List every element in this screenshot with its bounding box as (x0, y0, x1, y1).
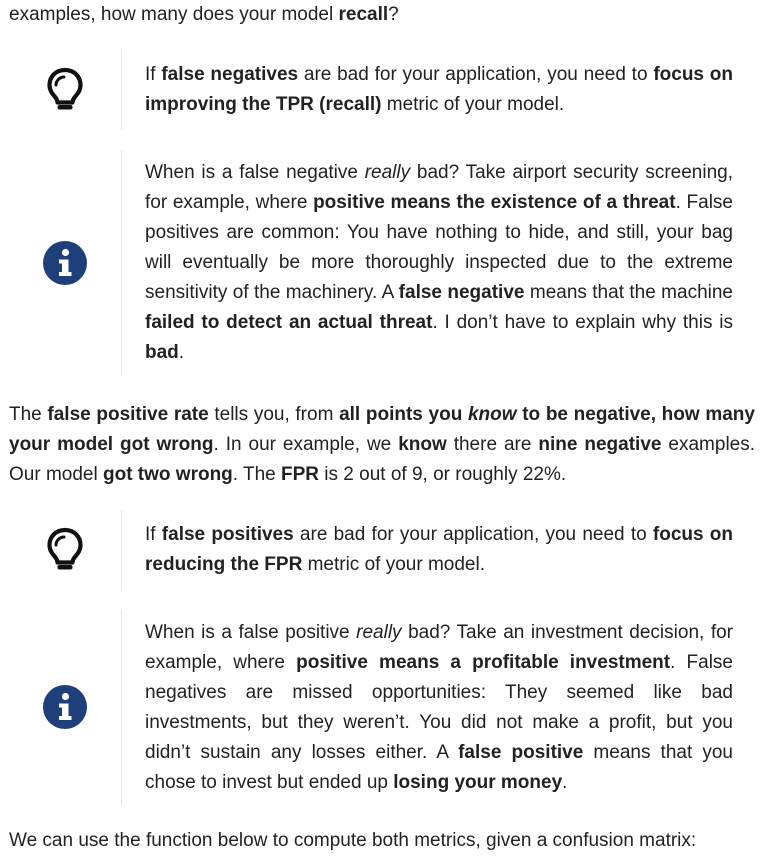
outro-paragraph (9, 826, 755, 856)
text-run: . In our example, we (213, 434, 399, 455)
text-run: false negative (398, 282, 525, 303)
text-run: If (145, 524, 162, 545)
text-run: focus on reducing the FPR (145, 524, 733, 575)
lightbulb-icon (41, 526, 89, 574)
info-admonition-false-positive (0, 609, 770, 805)
tip-admonition-fpr (0, 510, 770, 590)
text-run: When is a false positive (145, 622, 357, 643)
lightbulb-icon (41, 66, 89, 114)
admonition-icon-cell (0, 150, 122, 376)
info-text (145, 618, 733, 798)
text-run: really (364, 162, 411, 183)
text-run: examples. Our model (9, 434, 756, 485)
text-run: . (178, 342, 185, 363)
text-run: to be negative, how many your model got wrong (9, 404, 755, 455)
info-text (145, 158, 733, 368)
text-run: all points you (339, 404, 468, 425)
text-run: . False negatives are missed opportunities: They seemed like bad investments, but they weren’t. You did not make a profit, but you didn’t sustain any losses either. A (145, 652, 733, 763)
text-run: If (145, 64, 162, 85)
text-run: failed to detect an actual threat (145, 312, 433, 333)
admonition-icon-cell (0, 609, 122, 805)
text-run: there are (446, 434, 539, 455)
fpr-paragraph (9, 400, 755, 490)
text-run: FPR (281, 464, 320, 485)
tip-text (145, 60, 733, 120)
text-run: false negatives (161, 64, 299, 85)
admonition-icon-cell (0, 510, 122, 590)
text-run: false positives (161, 524, 294, 545)
text-run: recall (338, 4, 389, 25)
text-run: We can use the function below to compute both metrics, given a confusion matrix: (9, 830, 697, 851)
text-run: nine negative (538, 434, 662, 455)
text-run: bad (145, 342, 179, 363)
text-run: know (467, 404, 517, 425)
text-run: metric of your model. (302, 554, 485, 575)
text-run: is 2 out of 9, or roughly 22%. (319, 464, 567, 485)
text-run: false positive rate (47, 404, 209, 425)
text-run: bad? Take an investment decision, for example, where (145, 622, 733, 673)
info-circle-icon (41, 683, 89, 731)
text-run: . I don’t have to explain why this is (432, 312, 733, 333)
text-run: focus on improving the TPR (recall) (145, 64, 733, 115)
tip-admonition-recall (0, 50, 770, 130)
admonition-icon-cell (0, 50, 122, 130)
tip-text (145, 520, 733, 580)
text-run: . The (232, 464, 282, 485)
text-run: The (9, 404, 48, 425)
text-run: examples, how many does your model (9, 4, 339, 25)
text-run: When is a false negative (145, 162, 365, 183)
text-run: losing your money (393, 772, 563, 793)
info-admonition-false-negative (0, 150, 770, 376)
intro-paragraph (9, 0, 755, 30)
info-circle-icon (41, 239, 89, 287)
text-run: tells you, from (208, 404, 340, 425)
text-run: ? (388, 4, 399, 25)
text-run: really (356, 622, 402, 643)
text-run: positive means a profitable investment (296, 652, 671, 673)
text-run: are bad for your application, you need to (298, 64, 654, 85)
text-run: positive means the existence of a threat (313, 192, 676, 213)
text-run: . (562, 772, 568, 793)
text-run: bad? Take airport security screening, for example, where (145, 162, 733, 213)
text-run: got two wrong (102, 464, 233, 485)
text-run: are bad for your application, you need to (293, 524, 653, 545)
text-run: know (398, 434, 447, 455)
text-run: . False positives are common: You have nothing to hide, and still, your bag will eventually be more thoroughly inspected due to the extreme sensitivity of the machinery. A (145, 192, 733, 303)
text-run: means that the machine (524, 282, 733, 303)
text-run: means that you chose to invest but ended up (145, 742, 733, 793)
text-run: false positive (458, 742, 584, 763)
text-run: metric of your model. (381, 94, 565, 115)
